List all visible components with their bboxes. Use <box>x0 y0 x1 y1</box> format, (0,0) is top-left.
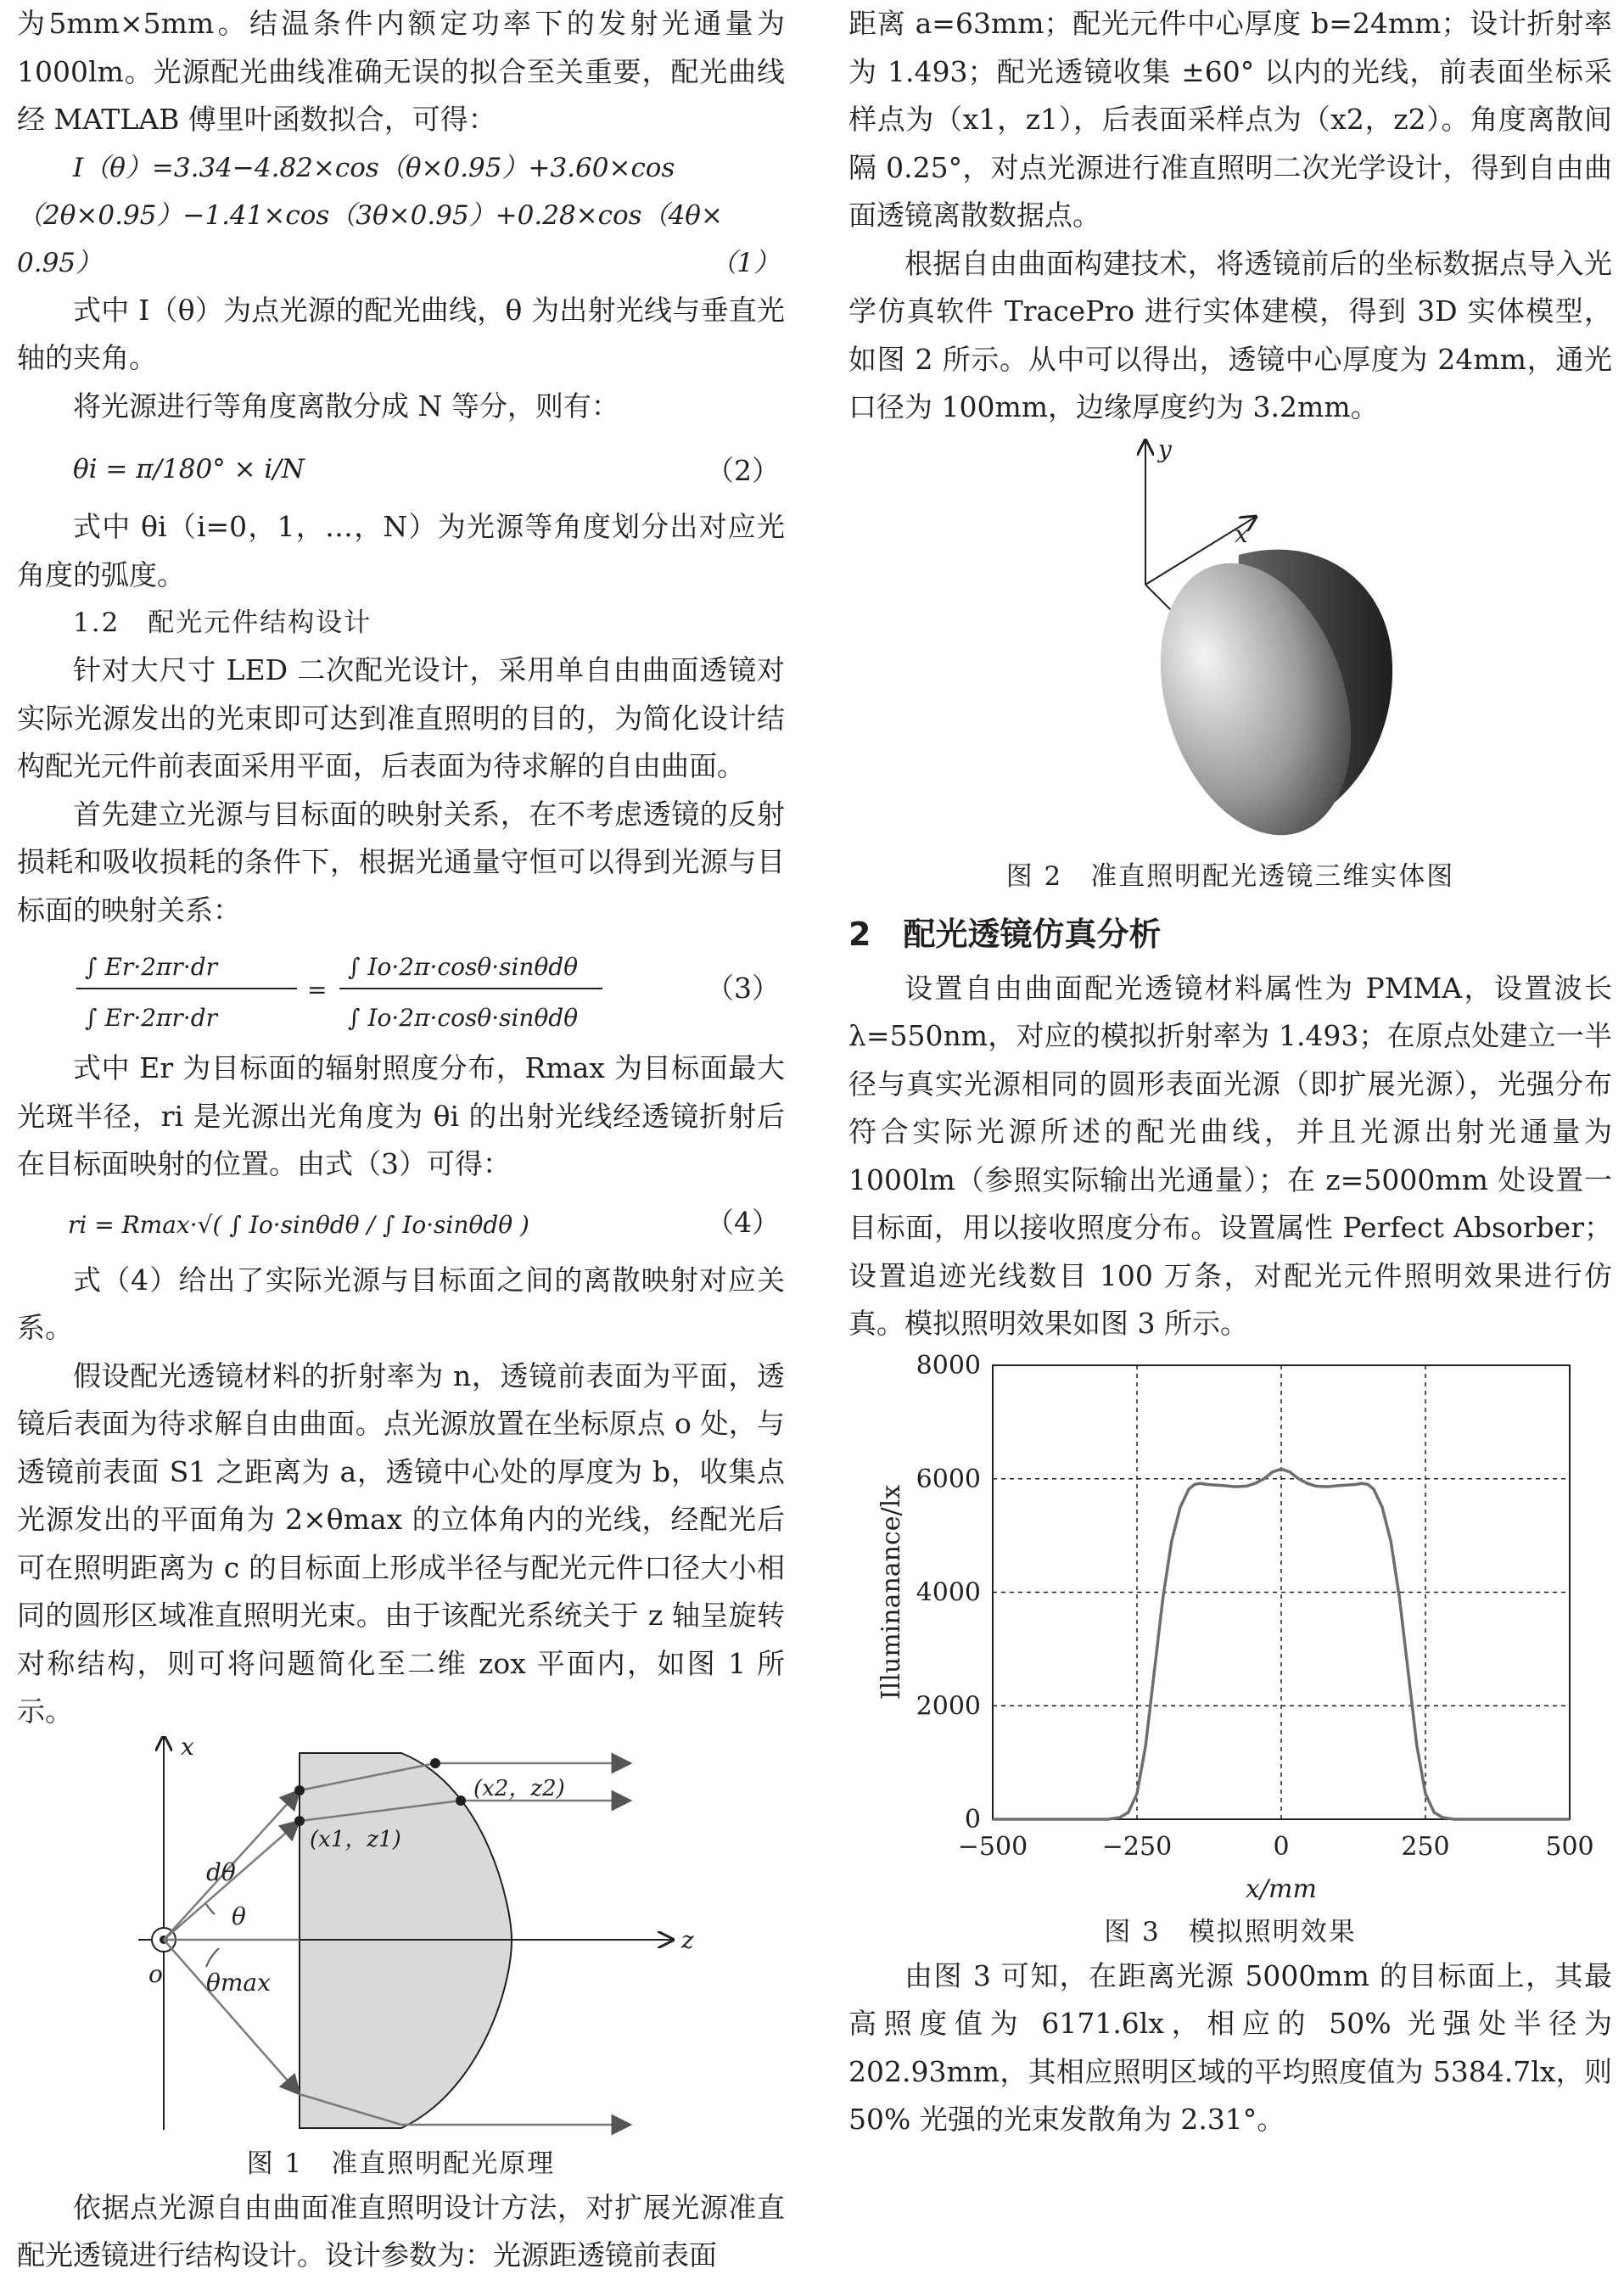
fig2-label-y: y <box>1158 434 1172 463</box>
equation-1-line-3-text: 0.95） <box>17 247 103 278</box>
chart-x-tick-label: 250 <box>1401 1831 1450 1862</box>
equation-1-line-2: （2θ×0.95）−1.41×cos（3θ×0.95）+0.28×cos（4θ× <box>17 199 723 231</box>
svg-text:∫ Io·2π·cosθ·sinθdθ: ∫ Io·2π·cosθ·sinθdθ <box>348 1004 579 1032</box>
figure-1-caption: 图 1 准直照明配光原理 <box>246 2148 556 2179</box>
equation-4-formula <box>68 1189 662 1257</box>
chart-x-axis-label: x/mm <box>1246 1874 1317 1904</box>
fig1-label-x: x <box>180 1735 194 1761</box>
figure-2-caption: 图 2 准直照明配光透镜三维实体图 <box>1005 860 1455 892</box>
paragraph-eq1-explain: 式中 I（θ）为点光源的配光曲线，θ 为出射光线与垂直光轴的夹角。 <box>17 293 785 374</box>
fig2-label-x: x <box>1235 519 1248 548</box>
equation-3-number: （3） <box>706 972 780 1005</box>
paragraph-model: 根据自由曲面构建技术，将透镜前后的坐标数据点导入光学仿真软件 TracePro 进行实体建模，得到 3D 实体模型，如图 2 所示。从中可以得出，透镜中心厚度为 24mm，通光口径为 100mm，边缘厚度约为 3.2mm。 <box>848 246 1612 423</box>
chart-y-tick-label: 0 <box>964 1804 981 1835</box>
paragraph-eq4-explain: 式（4）给出了实际光源与目标面之间的离散映射对应关系。 <box>17 1263 785 1344</box>
equation-4 <box>17 1189 785 1257</box>
chart-x-tick-label: 0 <box>1273 1831 1290 1862</box>
equation-1-line-1: I（θ）=3.34−4.82×cos（θ×0.95）+3.60×cos <box>73 152 675 183</box>
chart-x-tick-label: −250 <box>1101 1831 1173 1862</box>
equation-4-number: （4） <box>706 1205 780 1239</box>
equation-2-text: θi = π/180° × i/N <box>73 454 305 485</box>
right-column <box>848 0 1612 2144</box>
svg-text:∫ Io·2π·cosθ·sinθdθ: ∫ Io·2π·cosθ·sinθdθ <box>348 953 579 981</box>
fig1-label-origin: o <box>148 1959 163 1988</box>
paragraph-simulation: 设置自由曲面配光透镜材料属性为 PMMA，设置波长 λ=550nm，对应的模拟折射率为 1.493；在原点处建立一半径与真实光源相同的圆形表面光源（即扩展光源），光强分布符合实际光源所述的配光曲线，并且光源出射光通量为 1000lm（参照实际输出光通量）；在 z=5000mm 处设置一目标面，用以接收照度分布。设置属性 Perfect Absorber；设置追迹光线数目 100 万条，对配光元件照明效果进行仿真。模拟照明效果如图 3 所示。 <box>848 971 1612 1340</box>
paragraph-result: 由图 3 可知，在距离光源 5000mm 的目标面上，其最高照度值为 6171.6lx，相应的 50% 光强处半径为 202.93mm，其相应照明区域的平均照度值为 5384.7lx，则 50% 光强的光束发散角为 2.31°。 <box>848 1958 1612 2136</box>
figure-3-chart <box>848 1348 1612 1908</box>
svg-text:ri = Rmax·√( ∫ Io·sinθdθ / ∫ I: ri = Rmax·√( ∫ Io·sinθdθ / ∫ Io·sinθdθ ) <box>68 1210 529 1239</box>
equation-1-line-3 <box>17 239 785 287</box>
chart-x-tick-label: −500 <box>957 1831 1028 1862</box>
paragraph-extend-design: 依据点光源自由曲面准直照明设计方法，对扩展光源准直配光透镜进行结构设计。设计参数为：光源距透镜前表面 <box>17 2190 785 2272</box>
chart-x-tick-label: 500 <box>1545 1831 1594 1862</box>
svg-text:=: = <box>307 976 328 1004</box>
fig1-label-dtheta: dθ <box>205 1857 236 1886</box>
chart-y-tick-label: 4000 <box>916 1577 981 1607</box>
figure-2-lens-3d <box>1027 432 1434 856</box>
fig1-label-thetamax: θmax <box>205 1968 271 1997</box>
fig1-label-point1: (x1，z1) <box>309 1826 401 1852</box>
fig1-label-z: z <box>680 1925 694 1954</box>
paragraph-lens-description: 假设配光透镜材料的折射率为 n，透镜前表面为平面，透镜后表面为待求解自由曲面。点光源放置在坐标原点 o 处，与透镜前表面 S1 之距离为 a，透镜中心处的厚度为 b，收集点光源发出的平面角为 2×θmax 的立体角内的光线，经配光后可在照明距离为 c 的目标面上形成半径与配光元件口径大小相同的圆形区域准直照明光束。由于该配光系统关于 z 轴呈旋转对称结构，则可将问题简化至二维 zox 平面内，如图 1 所示。 <box>17 1358 785 1728</box>
paragraph-design-params: 距离 a=63mm；配光元件中心厚度 b=24mm；设计折射率为 1.493；配光透镜收集 ±60° 以内的光线，前表面坐标采样点为（x1，z1），后表面采样点为（x2，z2）。角度离散间隔 0.25°，对点光源进行准直照明二次光学设计，得到自由曲面透镜离散数据点。 <box>848 7 1612 232</box>
paragraph-eq2-explain: 式中 θi（i=0，1，…，N）为光源等角度划分出对应光角度的弧度。 <box>17 510 785 591</box>
svg-text:∫ Er·2πr·dr: ∫ Er·2πr·dr <box>85 953 218 981</box>
svg-text:∫ Er·2πr·dr: ∫ Er·2πr·dr <box>85 1004 218 1032</box>
figure-3-caption: 图 3 模拟照明效果 <box>1104 1916 1357 1947</box>
equation-3-formula <box>68 934 662 1045</box>
chart-y-axis-label: Illuminanance/lx <box>876 1484 906 1700</box>
section-heading-1-2: 1.2 配光元件结构设计 <box>73 608 372 638</box>
paragraph-design-1: 针对大尺寸 LED 二次配光设计，采用单自由曲面透镜对实际光源发出的光束即可达到准直照明的目的，为简化设计结构配光元件前表面采用平面，后表面为待求解的自由曲面。 <box>17 653 785 782</box>
chart-y-tick-label: 8000 <box>916 1350 981 1381</box>
paragraph-intro-continued: 为5mm×5mm。结温条件内额定功率下的发射光通量为1000lm。光源配光曲线准确无误的拟合至关重要，配光曲线经 MATLAB 傅里叶函数拟合，可得： <box>17 7 785 136</box>
chart-y-tick-label: 2000 <box>916 1690 981 1721</box>
paragraph-divide: 将光源进行等角度离散分成 N 等分，则有： <box>73 389 619 423</box>
equation-2 <box>17 430 785 503</box>
fig1-label-theta: θ <box>231 1902 246 1930</box>
left-column <box>17 0 785 2280</box>
equation-1-number: （1） <box>710 247 780 278</box>
paragraph-eq3-explain: 式中 Er 为目标面的辐射照度分布，Rmax 为目标面最大光斑半径，ri 是光源出光角度为 θi 的出射光线经透镜折射后在目标面映射的位置。由式（3）可得： <box>17 1051 785 1180</box>
fig1-label-point2: (x2，z2) <box>473 1775 565 1801</box>
equation-3 <box>17 934 785 1045</box>
paragraph-design-2: 首先建立光源与目标面的映射关系，在不考虑透镜的反射损耗和吸收损耗的条件下，根据光通量守恒可以得到光源与目标面的映射关系： <box>17 797 785 927</box>
figure-1-diagram <box>87 1736 715 2143</box>
equation-2-number: （2） <box>706 454 780 487</box>
chart-y-tick-label: 6000 <box>916 1464 981 1494</box>
section-heading-2: 2 配光透镜仿真分析 <box>848 915 1162 953</box>
